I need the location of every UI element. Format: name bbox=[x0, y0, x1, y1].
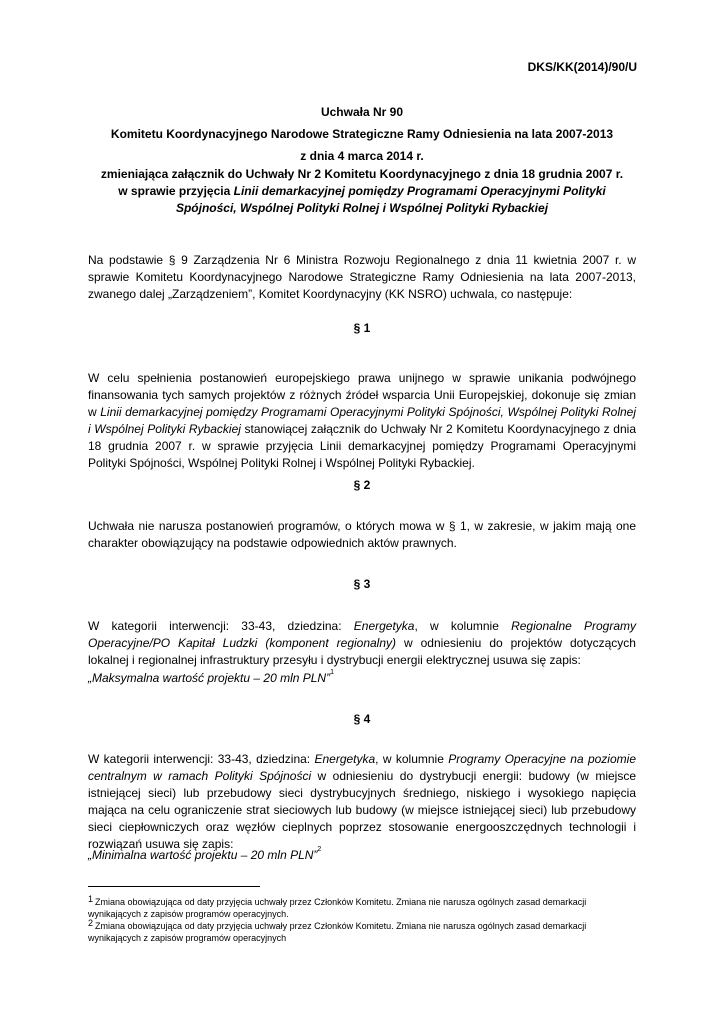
s4-quote-text: „Minimalna wartość projektu – 20 mln PLN” bbox=[88, 848, 318, 862]
footnote-2-mark: 2 bbox=[88, 918, 94, 928]
footnote-separator bbox=[88, 886, 260, 887]
section-1-text bbox=[88, 370, 636, 472]
subject-continuation bbox=[60, 200, 664, 217]
section-2-text: Uchwała nie narusza postanowień programów, o których mowa w § 1, w zakresie, w jakim mają one charakter obowiązujący na podstawie odpowiednich aktów prawnych. bbox=[88, 519, 636, 550]
section-2-heading: § 2 bbox=[353, 478, 371, 492]
s4-part3: w odniesieniu do dystrybucji energii: budowy (w miejsce istniejącej sieci) lub przebudowy sieci dystrybucyjnych średniego, niskiego i wysokiego napięcia mająca na celu ograniczenie strat sieciowych lub budowy (w miejsce istniejącej sieci) lub przebudowy sieci ciepłowniczych oraz węzłów cieplnych poprzez stosowanie energooszczędnych technologii i rozwiązań usuwa się zapis: bbox=[88, 769, 637, 851]
s3-quote-text: „Maksymalna wartość projektu – 20 mln PLN” bbox=[88, 671, 331, 685]
section-3-quote bbox=[88, 671, 334, 685]
s3-italic1: Energetyka bbox=[353, 619, 415, 633]
section-4-text bbox=[88, 751, 636, 853]
subject-italic: Linii demarkacyjnej pomiędzy Programami Operacyjnymi Polityki bbox=[233, 184, 606, 198]
footnote-1-text: Zmiana obowiązująca od daty przyjęcia uchwały przez Członków Komitetu. Zmiana nie narusza ogólnych zasad demarkacji wynikających z zapisów programów operacyjnych. bbox=[88, 897, 587, 919]
section-4-heading: § 4 bbox=[353, 712, 371, 726]
s4-part2: , w kolumnie bbox=[375, 752, 449, 766]
footnote-2-text: Zmiana obowiązująca od daty przyjęcia uchwały przez Członków Komitetu. Zmiana nie narusza ogólnych zasad demarkacji wynikających z zapisów programów operacyjnych bbox=[88, 921, 587, 943]
amendment-line: zmieniająca załącznik do Uchwały Nr 2 Komitetu Koordynacyjnego z dnia 18 grudnia 2007 r. bbox=[100, 167, 624, 181]
subject-italic-2: Spójności, Wspólnej Polityki Rolnej i Wspólnej Polityki Rybackiej bbox=[175, 201, 549, 215]
footnote-2 bbox=[88, 920, 638, 944]
amendment-subject bbox=[60, 183, 664, 200]
intro-paragraph: Na podstawie § 9 Zarządzenia Nr 6 Ministra Rozwoju Regionalnego z dnia 11 kwietnia 2007 r. w sprawie Komitetu Koordynacyjnego Narodowe Strategiczne Ramy Odniesienia na lata 2007-2013, zwanego dalej „Zarządzeniem”, Komitet Koordynacyjny (KK NSRO) uchwala, co następuje: bbox=[88, 253, 636, 301]
section-1-heading: § 1 bbox=[353, 321, 371, 335]
footnote-1-mark: 1 bbox=[88, 894, 94, 904]
s1-italic: Linii demarkacyjnej pomiędzy Programami Operacyjnymi Polityki Spójności, Wspólnej Polityki Rolnej i Wspólnej Polityki Rybackiej bbox=[88, 405, 636, 436]
s3-part3: w odniesieniu do projektów dotyczących lokalnej i regionalnej infrastruktury przesyłu i dystrybucji energii elektrycznej usuwa się zapis: bbox=[88, 636, 636, 667]
committee-name: Komitetu Koordynacyjnego Narodowe Strategiczne Ramy Odniesienia na lata 2007-2013 bbox=[110, 127, 614, 141]
section-3-text bbox=[88, 618, 636, 669]
document-reference: DKS/KK(2014)/90/U bbox=[527, 60, 637, 74]
s4-italic2: Programy Operacyjne na poziomie centralnym w ramach Polityki Spójności bbox=[88, 752, 636, 783]
section-4-quote bbox=[88, 848, 321, 862]
s3-italic2: Regionalne Programy Operacyjne/PO Kapitał Ludzki (komponent regionalny) bbox=[88, 619, 637, 650]
s1-part1: W celu spełnienia postanowień europejskiego prawa unijnego w sprawie unikania podwójnego finansowania tych samych projektów z różnych źródeł wsparcia Unii Europejskiej, dokonuje się zmian w bbox=[88, 371, 636, 419]
s3-part1: W kategorii interwencji: 33-43, dziedzina: bbox=[88, 619, 354, 633]
footnote-ref-1[interactable]: 1 bbox=[330, 669, 334, 676]
amendment-title bbox=[60, 166, 664, 217]
section-3-heading: § 3 bbox=[353, 577, 371, 591]
resolution-date: z dnia 4 marca 2014 r. bbox=[300, 149, 424, 163]
subject-prefix: w sprawie przyjęcia bbox=[118, 184, 234, 198]
s3-part2: , w kolumnie bbox=[414, 619, 512, 633]
footnote-ref-2[interactable]: 2 bbox=[317, 846, 322, 853]
s4-part1: W kategorii interwencji: 33-43, dziedzina: bbox=[88, 752, 315, 766]
s4-italic1: Energetyka bbox=[314, 752, 376, 766]
footnote-1 bbox=[88, 896, 638, 920]
resolution-number: Uchwała Nr 90 bbox=[320, 105, 404, 119]
s1-part2: stanowiącej załącznik do Uchwały Nr 2 Komitetu Koordynacyjnego z dnia 18 grudnia 2007 r. w sprawie przyjęcia Linii demarkacyjnej pomiędzy Programami Operacyjnymi Polityki Spójności, Wspólnej Polityki Rolnej i Wspólnej Polityki Rybackiej. bbox=[88, 422, 636, 470]
